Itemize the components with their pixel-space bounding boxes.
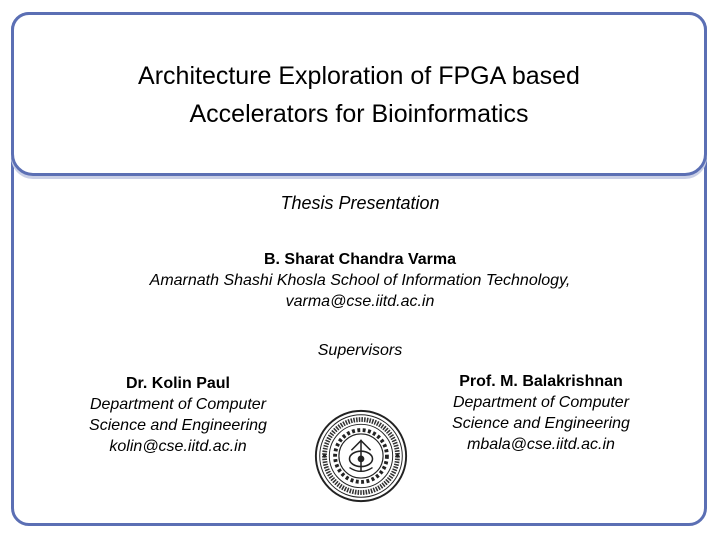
supervisor-left — [68, 373, 288, 457]
supervisor-right — [430, 371, 652, 455]
title-line-2: Accelerators for Bioinformatics — [189, 100, 529, 128]
subtitle: Thesis Presentation — [280, 193, 440, 213]
supervisor-left-name: Dr. Kolin Paul — [125, 375, 230, 392]
title-box — [11, 12, 707, 176]
supervisor-right-name: Prof. M. Balakrishnan — [459, 373, 623, 390]
supervisor-left-dept-1: Department of Computer — [89, 396, 267, 413]
author-email: varma@cse.iitd.ac.in — [285, 293, 435, 310]
title-line-1: Architecture Exploration of FPGA based — [138, 62, 580, 90]
supervisor-right-dept-1: Department of Computer — [452, 394, 630, 411]
supervisor-left-email: kolin@cse.iitd.ac.in — [109, 438, 247, 455]
supervisor-left-dept-2: Science and Engineering — [89, 417, 267, 434]
author-name: B. Sharat Chandra Varma — [263, 251, 457, 268]
supervisors-label: Supervisors — [317, 342, 403, 359]
slide-title — [59, 57, 659, 133]
supervisor-right-dept-2: Science and Engineering — [452, 415, 630, 432]
author-block — [0, 249, 720, 312]
supervisor-right-email: mbala@cse.iitd.ac.in — [467, 436, 615, 453]
iit-delhi-emblem-icon — [313, 408, 409, 504]
author-affiliation: Amarnath Shashi Khosla School of Information Technology, — [149, 272, 571, 289]
